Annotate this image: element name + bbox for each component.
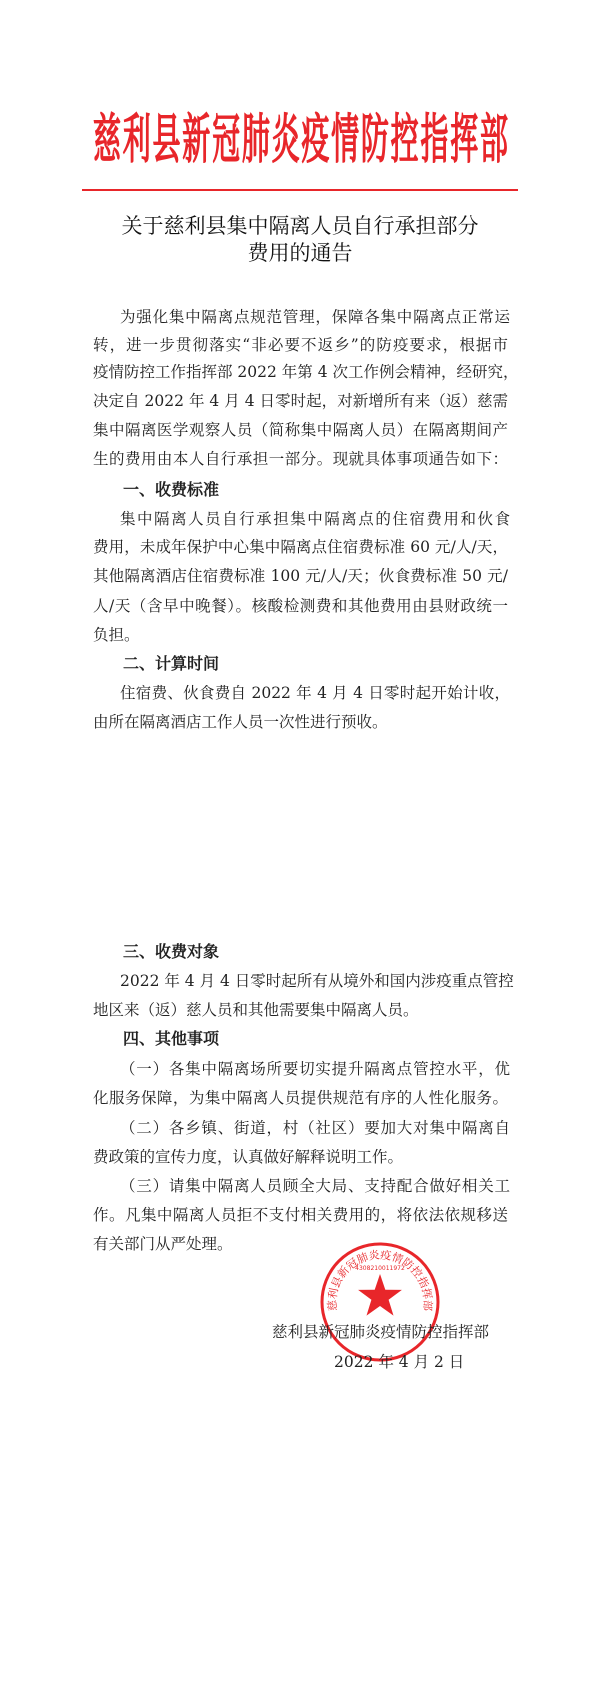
intro-line: 集中隔离医学观察人员（简称集中隔离人员）在隔离期间产 (93, 421, 508, 439)
item-3-line: 有关部门从严处理。 (93, 1235, 233, 1253)
fee-target-line: 2022 年 4 月 4 日零时起所有从境外和国内涉疫重点管控 (120, 972, 514, 990)
signature-date: 2022 年 4 月 2 日 (334, 1353, 465, 1371)
seal-star (358, 1274, 402, 1316)
fee-standard-line: 人/天（含早中晚餐）。核酸检测费和其他费用由县财政统一 (93, 597, 508, 615)
item-2-line: （二）各乡镇、街道，村（社区）要加大对集中隔离自 (120, 1119, 510, 1137)
seal-code: 4308210011972 (355, 1265, 405, 1272)
seal-ring-text: 慈利县新冠肺炎疫情防控指挥部 (325, 1248, 435, 1312)
signature-org: 慈利县新冠肺炎疫情防控指挥部 (272, 1323, 490, 1341)
section-heading-3: 三、收费对象 (123, 942, 220, 961)
official-seal-icon (318, 1240, 442, 1364)
intro-line: 疫情防控工作指挥部 2022 年第 4 次工作例会精神，经研究， (93, 363, 519, 381)
intro-line: 为强化集中隔离点规范管理，保障各集中隔离点正常运 (120, 308, 510, 326)
document-title-line2: 费用的通告 (247, 241, 353, 265)
billing-time-line: 由所在隔离酒店工作人员一次性进行预收。 (93, 713, 388, 731)
section-heading-2: 二、计算时间 (123, 654, 220, 673)
fee-target-line: 地区来（返）慈人员和其他需要集中隔离人员。 (93, 1001, 419, 1019)
item-3-line: （三）请集中隔离人员顾全大局、支持配合做好相关工 (120, 1177, 510, 1195)
item-1-line: 化服务保障，为集中隔离人员提供规范有序的人性化服务。 (93, 1089, 508, 1107)
section-heading-4: 四、其他事项 (123, 1029, 220, 1048)
fee-standard-line: 费用，未成年保护中心集中隔离点住宿费标准 60 元/人/天， (93, 538, 508, 556)
fee-standard-line: 集中隔离人员自行承担集中隔离点的住宿费用和伙食 (120, 510, 510, 528)
header-divider (82, 189, 518, 191)
issuing-org-header: 慈利县新冠肺炎疫情防控指挥部 (93, 108, 508, 171)
intro-line: 决定自 2022 年 4 月 4 日零时起，对新增所有来（返）慈需 (93, 392, 508, 410)
intro-line: 转，进一步贯彻落实“非必要不返乡”的防疫要求，根据市 (93, 336, 508, 354)
item-3-line: 作。凡集中隔离人员拒不支付相关费用的，将依法依规移送 (93, 1206, 508, 1224)
fee-standard-line: 负担。 (93, 626, 140, 644)
fee-standard-line: 其他隔离酒店住宿费标准 100 元/人/天；伙食费标准 50 元/ (93, 567, 508, 585)
section-heading-1: 一、收费标准 (123, 480, 220, 499)
intro-line: 生的费用由本人自行承担一部分。现就具体事项通告如下： (93, 450, 508, 468)
document-title-line1: 关于慈利县集中隔离人员自行承担部分 (121, 214, 479, 238)
billing-time-line: 住宿费、伙食费自 2022 年 4 月 4 日零时起开始计收， (120, 684, 510, 702)
item-1-line: （一）各集中隔离场所要切实提升隔离点管控水平，优 (120, 1060, 510, 1078)
item-2-line: 费政策的宣传力度，认真做好解释说明工作。 (93, 1148, 404, 1166)
